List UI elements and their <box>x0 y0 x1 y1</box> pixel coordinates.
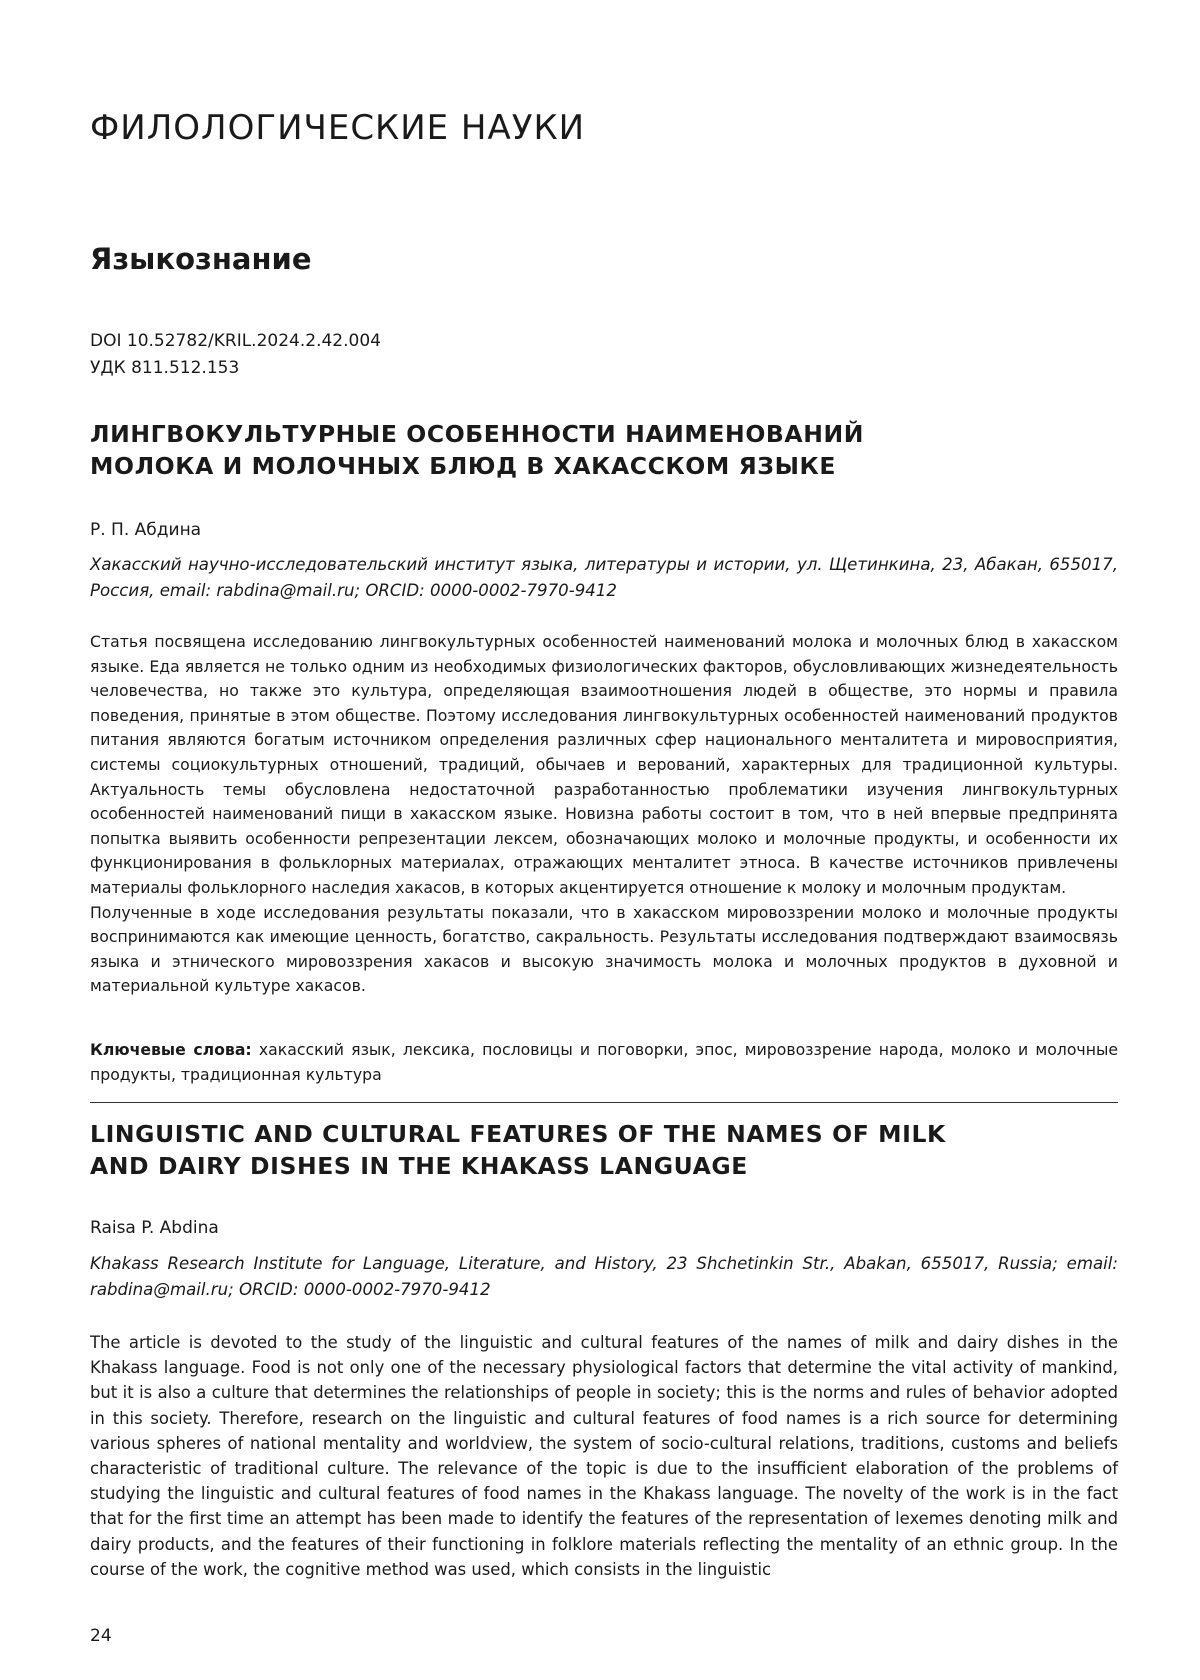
keywords-text: хакасский язык, лексика, пословицы и поговорки, эпос, мировоззрение народа, молоко и молочные продукты, традиционная культура <box>90 1040 1118 1084</box>
doi: DOI 10.52782/KRIL.2024.2.42.004 <box>90 328 381 355</box>
article-metadata <box>90 328 381 382</box>
article-title-en-line1: LINGUISTIC AND CULTURAL FEATURES OF THE NAMES OF MILK <box>90 1120 946 1148</box>
abstract-ru-paragraph-1: Статья посвящена исследованию лингвокультурных особенностей наименований молока и молочных блюд в хакасском языке. Еда является не только одним из необходимых физиологических факторов, обусловливающих жизнедеятельность человечества, но также это культура, определяющая взаимоотношения людей в обществе, это нормы и правила поведения, принятые в этом обществе. Поэтому исследования лингвокультурных особенностей наименований продуктов питания являются богатым источником определения различных сфер национального менталитета и мировосприятия, системы социокультурных отношений, традиций, обычаев и верований, характерных для традиционной культуры. Актуальность темы обусловлена недостаточной разработанностью проблематики изучения лингвокультурных особенностей наименований пищи в хакасском языке. Новизна работы состоит в том, что в ней впервые предпринята попытка выявить особенности репрезентации лексем, обозначающих молоко и молочные продукты, и особенности их функционирования в фольклорных материалах, отражающих менталитет этноса. В качестве источников привлечены материалы фольклорного наследия хакасов, в которых акцентируется отношение к молоку и молочным продуктам. <box>90 630 1118 901</box>
abstract-ru <box>90 630 1118 999</box>
article-title-ru <box>90 418 864 482</box>
section-divider <box>90 1102 1118 1103</box>
abstract-ru-paragraph-2: Полученные в ходе исследования результаты показали, что в хакасском мировоззрении молоко и молочные продукты воспринимаются как имеющие ценность, богатство, сакральность. Результаты исследования подтверждают взаимосвязь языка и этнического мировоззрения хакасов и высокую значимость молока и молочных продуктов в духовной и материальной культуре хакасов. <box>90 901 1118 999</box>
article-title-ru-line2: МОЛОКА И МОЛОЧНЫХ БЛЮД В ХАКАССКОМ ЯЗЫКЕ <box>90 452 836 480</box>
journal-page <box>90 0 1118 1680</box>
abstract-en-paragraph: The article is devoted to the study of the linguistic and cultural features of the names of milk and dairy dishes in the Khakass language. Food is not only one of the necessary physiological factors that determine the vital activity of mankind, but it is also a culture that determines the relationships of people in society; this is the norms and rules of behavior adopted in this society. Therefore, research on the linguistic and cultural features of food names is a rich source for determining various spheres of national mentality and worldview, the system of socio-cultural relations, traditions, customs and beliefs characteristic of traditional culture. The relevance of the topic is due to the insufficient elaboration of the problems of studying the linguistic and cultural features of food names in the Khakass language. The novelty of the work is in the fact that for the first time an attempt has been made to identify the features of the representation of lexemes denoting milk and dairy products, and the features of their functioning in folklore materials reflecting the mentality of an ethnic group. In the course of the work, the cognitive method was used, which consists in the linguistic <box>90 1330 1118 1582</box>
abstract-en <box>90 1330 1118 1582</box>
keywords-label: Ключевые слова: <box>90 1040 252 1059</box>
page-number: 24 <box>90 1626 112 1646</box>
section-title: ФИЛОЛОГИЧЕСКИЕ НАУКИ <box>90 108 585 148</box>
author-ru: Р. П. Абдина <box>90 520 201 540</box>
udk: УДК 811.512.153 <box>90 355 381 382</box>
keywords-ru <box>90 1038 1118 1087</box>
article-title-en-line2: AND DAIRY DISHES IN THE KHAKASS LANGUAGE <box>90 1152 748 1180</box>
article-title-ru-line1: ЛИНГВОКУЛЬТУРНЫЕ ОСОБЕННОСТИ НАИМЕНОВАНИЙ <box>90 420 864 448</box>
article-title-en <box>90 1118 946 1182</box>
author-en: Raisa P. Abdina <box>90 1218 219 1238</box>
subsection-title: Языкознание <box>90 242 312 276</box>
affiliation-en: Khakass Research Institute for Language, Literature, and History, 23 Shchetinkin Str., Abakan, 655017, Russia; email: rabdina@mail.ru; ORCID: 0000-0002-7970-9412 <box>90 1251 1118 1303</box>
affiliation-ru: Хакасский научно-исследовательский институт языка, литературы и истории, ул. Щетинкина, 23, Абакан, 655017, Россия, email: rabdina@mail.ru; ORCID: 0000-0002-7970-9412 <box>90 552 1118 604</box>
